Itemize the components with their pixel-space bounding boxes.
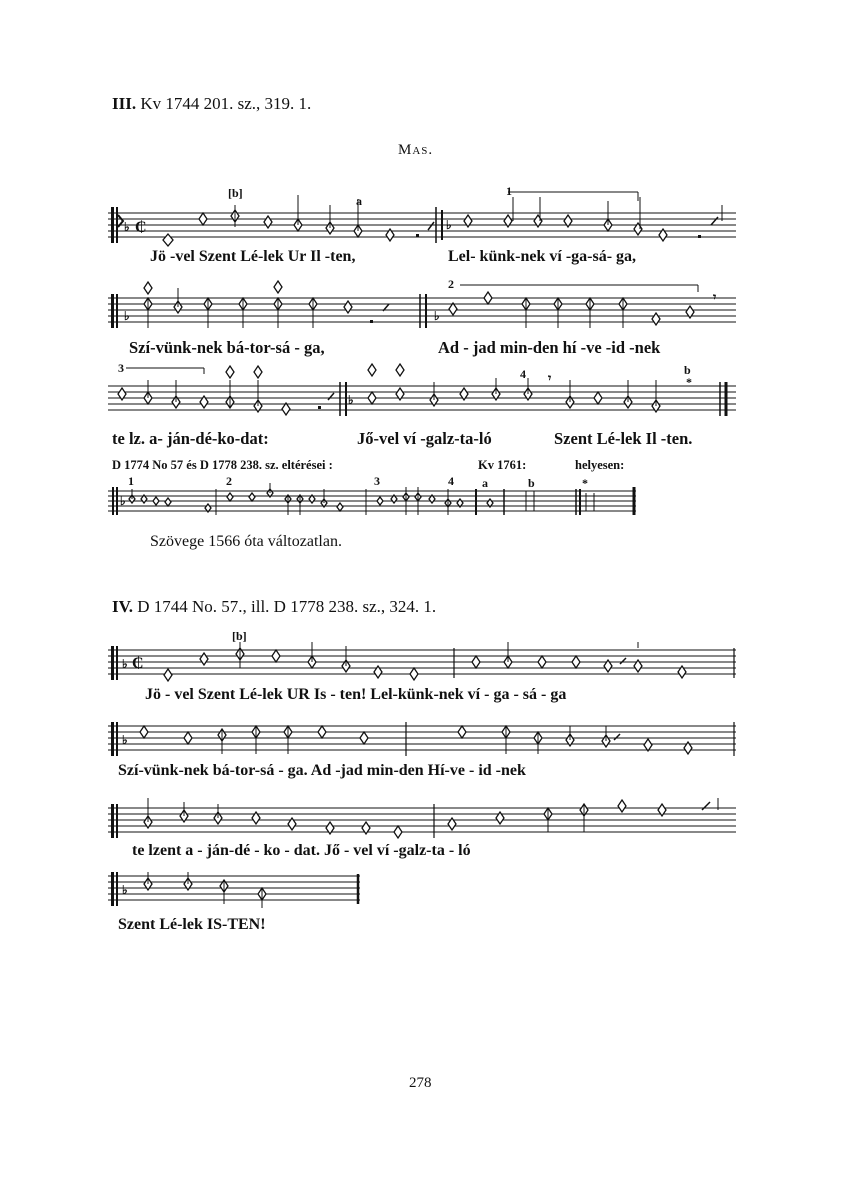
tone-label: Mas. [398,142,434,158]
variants-staff [108,475,638,523]
staff-4-3 [108,790,738,850]
b-bracket-mark-iv: [b] [232,629,247,643]
variants-label-3: helyesen: [575,458,625,472]
lyric-3-3a: te lz. a- ján-dé-ko-dat: [112,429,269,448]
svg-text:♭: ♭ [446,218,452,232]
lyric-3-2b: Ad - jad min-den hí -ve -id -nek [438,338,661,357]
staff-lines [108,726,736,750]
variants-label-2: Kv 1761: [478,458,527,472]
section-4-heading [112,597,436,617]
variant-mark-a: a [482,476,488,490]
variants-label-1: D 1774 No 57 és D 1778 238. sz. eltérései : [112,458,333,472]
lyric-4-3: te lzent a - ján-dé - ko - dat. Jő - vel ví -galz-ta - ló [132,842,471,859]
variant-mark-4: 4 [448,474,454,488]
svg-text:♭: ♭ [122,657,128,671]
svg-text:♭: ♭ [434,309,440,323]
lyric-3-3c: Szent Lé-lek Il -ten. [554,429,693,448]
mark-1: 1 [506,184,512,198]
staff-lines [108,876,360,900]
lyric-4-2: Szí-vünk-nek bá-tor-sá - ga. Ad -jad min-den Hí-ve - id -nek [118,762,526,779]
section-3-number: III. [112,94,137,113]
svg-text:𝄾: 𝄾 [713,290,717,304]
b-bracket-mark: [b] [228,186,243,200]
cut-time-icon: ₵ [135,219,147,236]
variant-mark-1: 1 [128,474,134,488]
staff-3-2 [108,276,738,346]
text-note: Szövege 1566 óta változatlan. [150,533,342,550]
notes [140,722,734,756]
staff-3-3 [108,360,738,430]
mark-2: 2 [448,277,454,291]
section-3-heading [112,94,311,114]
mark-star: * [686,375,692,389]
mark-b: b [684,363,691,377]
variant-mark-2: 2 [226,474,232,488]
notes [118,364,726,416]
svg-text:♭: ♭ [122,733,128,747]
c-clef-icon [111,294,118,328]
lyric-3-2a: Szí-vünk-nek bá-tor-sá - ga, [129,338,325,357]
staff-lines [108,808,736,832]
svg-text:₵: ₵ [132,655,144,672]
svg-text:♭: ♭ [348,393,354,407]
lyric-3-3b: Jő-vel ví -galz-ta-ló [357,429,492,448]
page-number: 278 [409,1075,432,1091]
mark-a: a [356,194,362,208]
lyric-3-1a: Jö -vel Szent Lé-lek Ur Il -ten, [150,248,356,265]
mark-4: 4 [520,367,526,381]
lyric-4-4: Szent Lé-lek IS-TEN! [118,916,266,933]
section-3-source: Kv 1744 201. sz., 319. 1. [140,94,312,113]
mark-3: 3 [118,361,124,375]
variant-mark-3: 3 [374,474,380,488]
staff-4-1 [108,628,738,688]
lyric-3-1b: Lel- künk-nek ví -ga-sá- ga, [448,248,637,265]
staff-3-1 [108,185,738,255]
lyric-4-1: Jö - vel Szent Lé-lek UR Is - ten! Lel-künk-nek ví - ga - sá - ga [145,686,567,703]
staff-4-4 [108,868,368,918]
staff-lines [108,298,736,322]
flat-icon: ♭ [124,220,130,234]
variant-notes [129,483,634,515]
notes [144,872,358,908]
svg-text:♭: ♭ [122,883,128,897]
svg-text:♭: ♭ [124,309,130,323]
variant-mark-star: * [582,476,588,490]
section-4-source: D 1744 No. 57., ill. D 1778 238. sz., 324. 1. [137,597,437,616]
staff-lines [108,491,636,511]
svg-text:𝄾: 𝄾 [548,371,552,385]
svg-text:♭: ♭ [120,494,126,508]
variant-mark-b: b [528,476,535,490]
section-4-number: IV. [112,597,133,616]
